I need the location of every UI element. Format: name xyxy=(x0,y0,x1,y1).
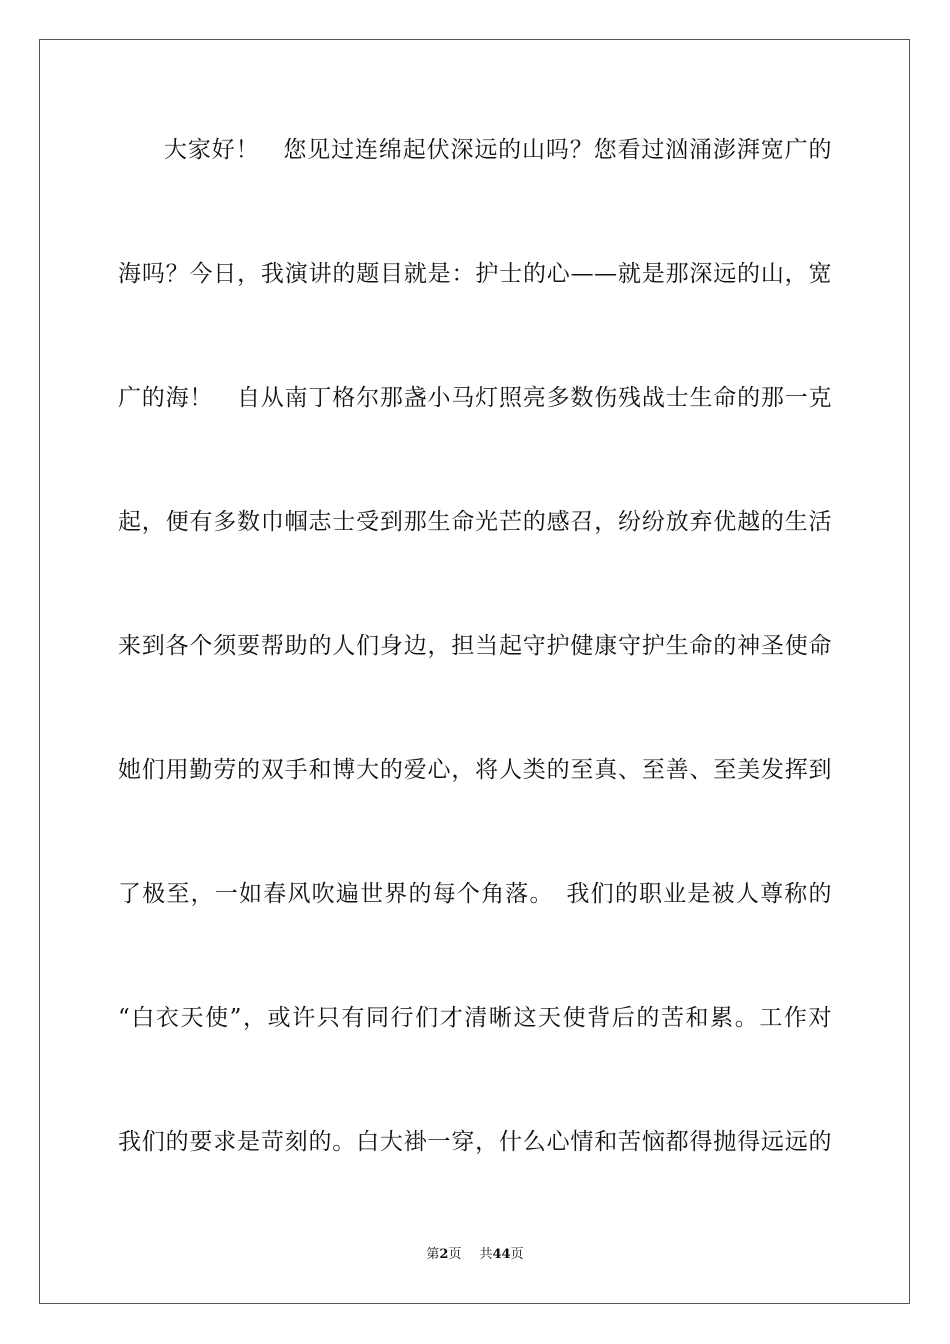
paragraph-line-8: “白衣天使”，或许只有同行们才清晰这天使背后的苦和累。工作对 xyxy=(118,1005,832,1031)
footer-total-pages: 44 xyxy=(492,1247,511,1262)
page-footer xyxy=(0,1246,950,1264)
footer-page-prefix: 第 xyxy=(426,1247,440,1262)
paragraph-line-1: 大家好！ 您见过连绵起伏深远的山吗？您看过汹涌澎湃宽广的 xyxy=(164,137,832,163)
paragraph-line-3: 广的海！ 自从南丁格尔那盏小马灯照亮多数伤残战士生命的那一克 xyxy=(118,385,832,411)
paragraph-line-4: 起，便有多数巾帼志士受到那生命光芒的感召，纷纷放弃优越的生活 xyxy=(118,509,832,535)
footer-total-prefix: 共 xyxy=(479,1247,493,1262)
paragraph-line-5: 来到各个须要帮助的人们身边，担当起守护健康守护生命的神圣使命 xyxy=(118,633,832,659)
page-frame xyxy=(39,39,910,1304)
footer-total-suffix: 页 xyxy=(510,1247,524,1262)
footer-page-number: 2 xyxy=(439,1247,449,1262)
paragraph-line-6: 她们用勤劳的双手和博大的爱心，将人类的至真、至善、至美发挥到 xyxy=(118,757,832,783)
paragraph-line-9: 我们的要求是苛刻的。白大褂一穿，什么心情和苦恼都得抛得远远的 xyxy=(118,1129,832,1155)
paragraph-line-7: 了极至，一如春风吹遍世界的每个角落。 我们的职业是被人尊称的 xyxy=(118,881,832,907)
footer-page-suffix: 页 xyxy=(448,1247,462,1262)
paragraph-line-2: 海吗？今日，我演讲的题目就是：护士的心——就是那深远的山，宽 xyxy=(118,261,832,287)
